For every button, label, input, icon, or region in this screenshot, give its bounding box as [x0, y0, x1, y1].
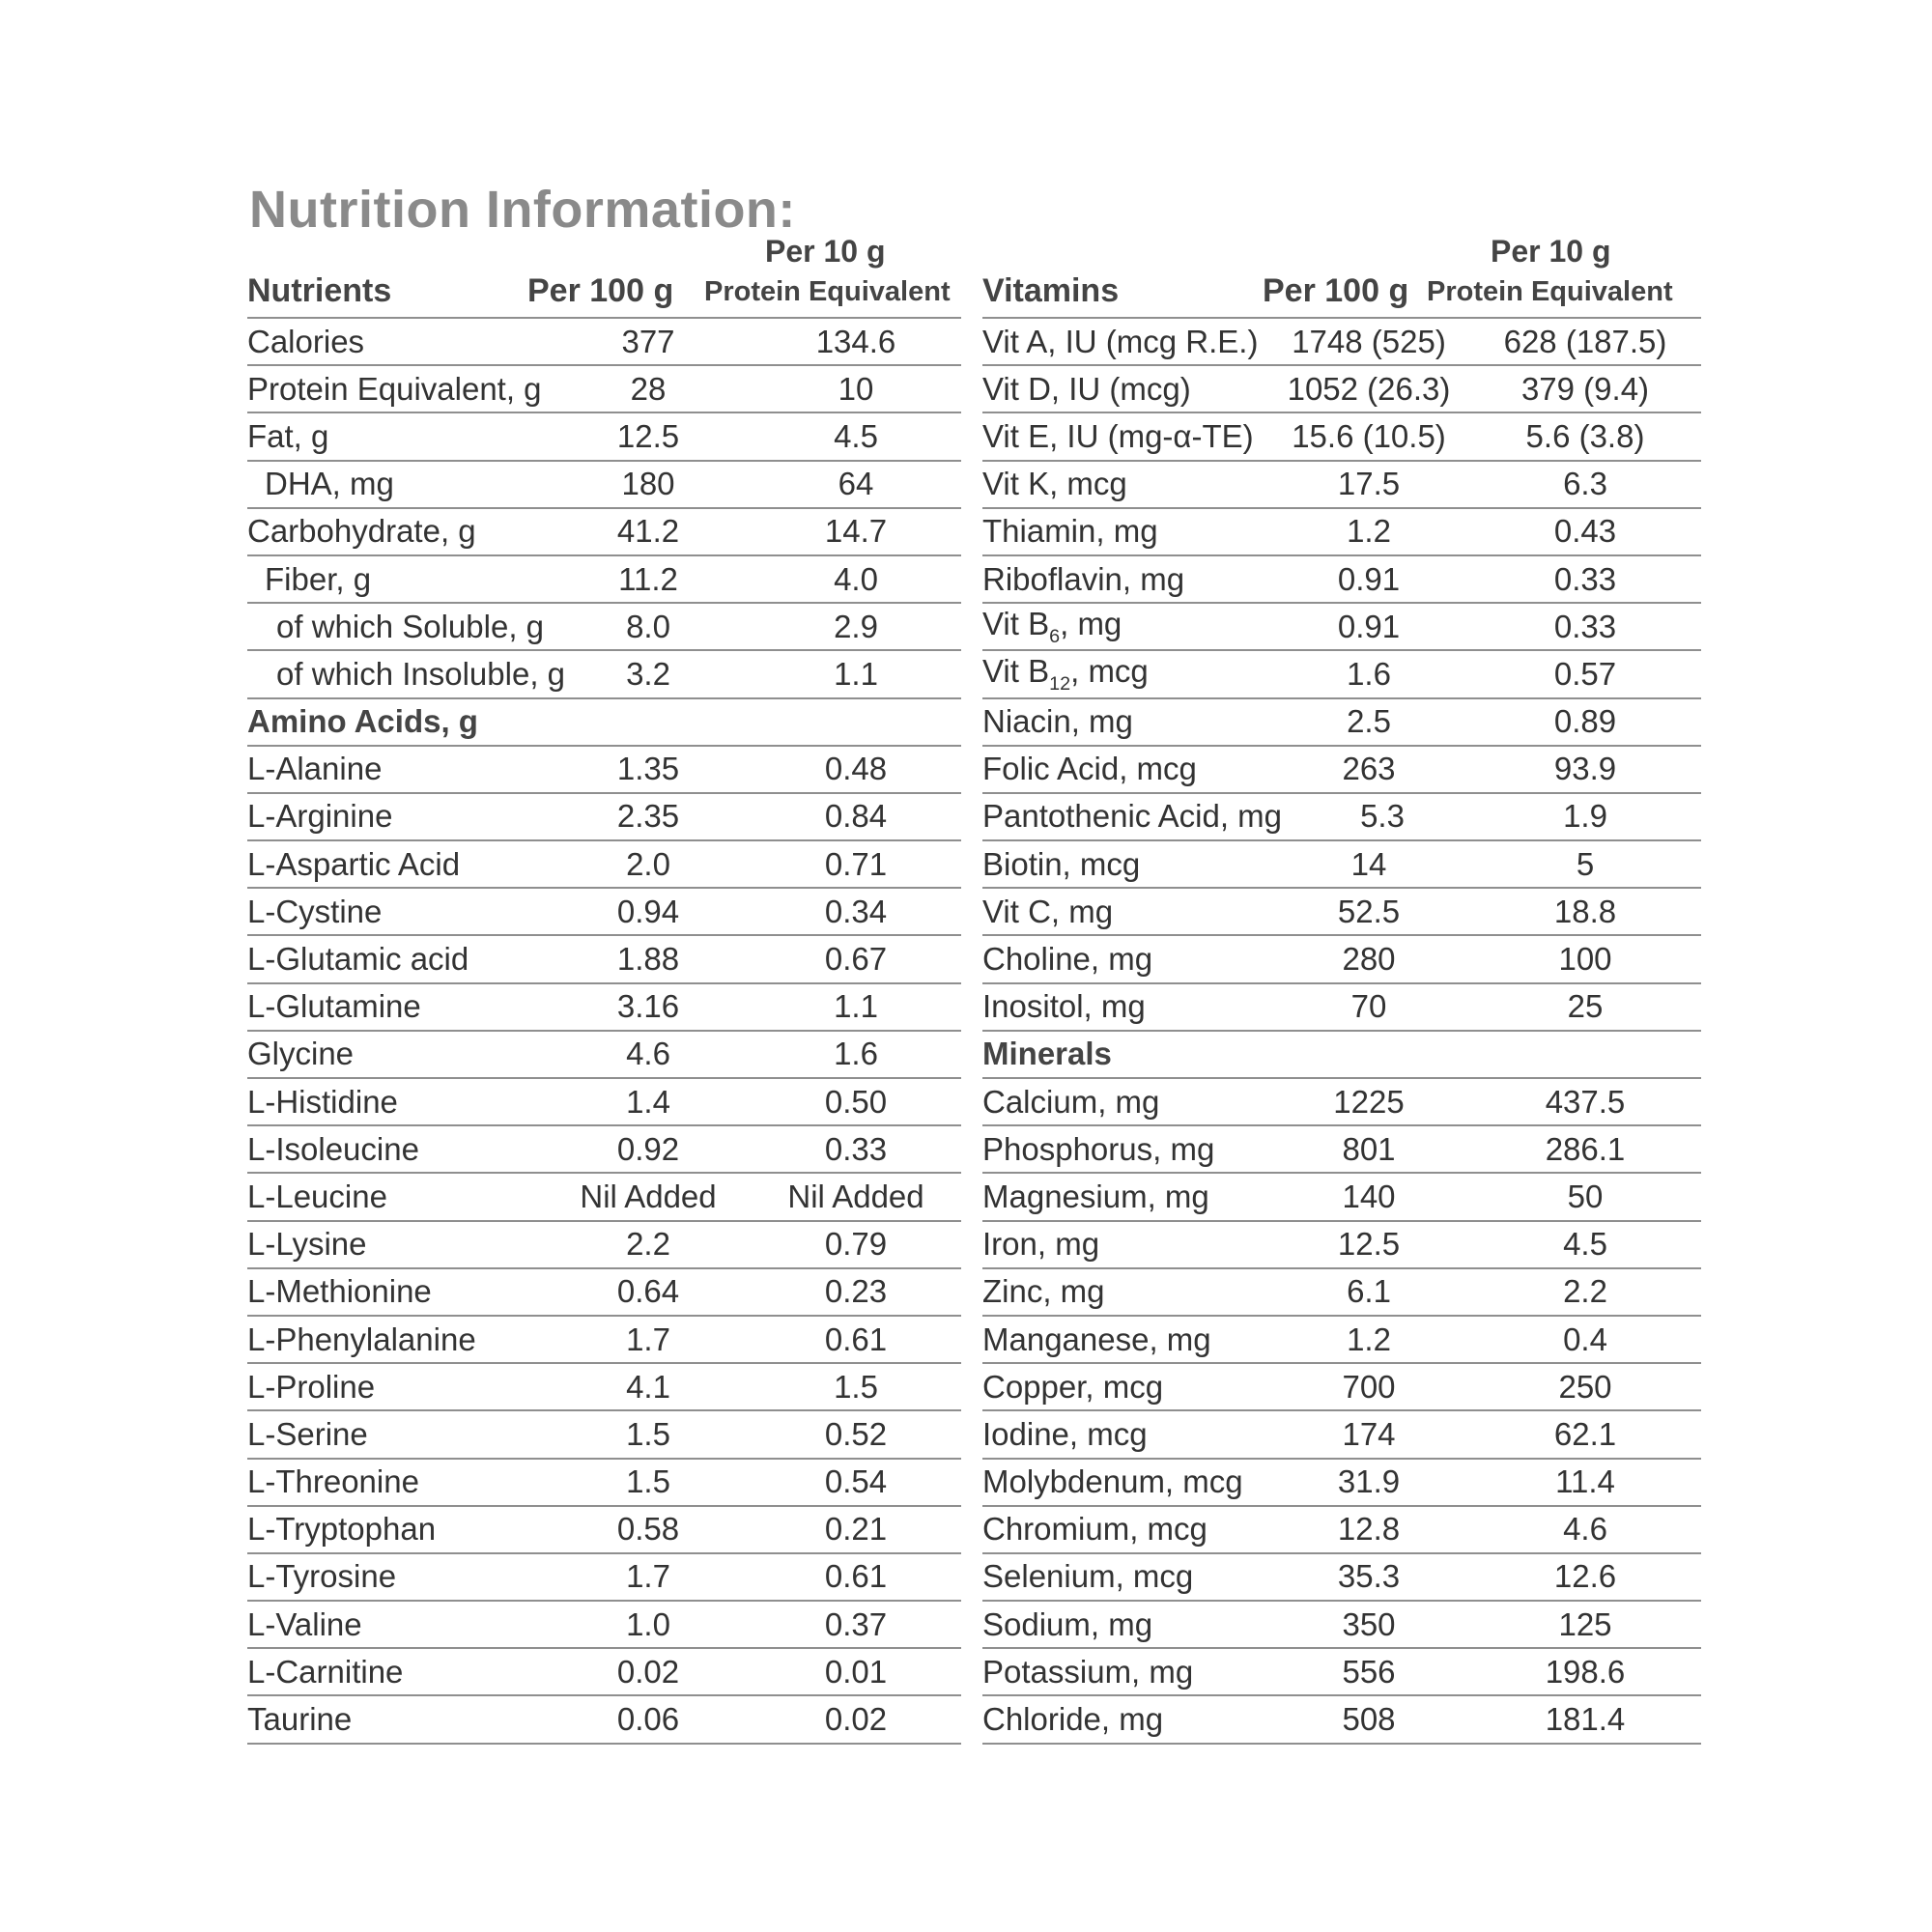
table-row: [982, 604, 1701, 651]
per-100g-value: 2.35: [616, 798, 680, 835]
nutrient-name: L-Serine: [247, 1415, 368, 1452]
per-100g-value: 1.35: [616, 751, 680, 787]
per-100g-value: 12.5: [616, 417, 680, 454]
per-100g-value: 1.0: [626, 1605, 670, 1642]
vitamin-name-unit: , mcg: [1070, 653, 1149, 690]
table-row: [247, 1079, 961, 1126]
nutrient-name: L-Threonine: [247, 1463, 419, 1500]
nutrient-name: L-Valine: [247, 1605, 362, 1642]
table-row: [982, 794, 1701, 841]
per-100g-value: 1225: [1333, 1083, 1405, 1120]
table-row: [247, 1222, 961, 1269]
per-10g-value: 0.89: [1553, 703, 1617, 740]
table-row: [247, 413, 961, 461]
per-10g-value: 379 (9.4): [1520, 370, 1650, 407]
per-100g-value: 6.1: [1347, 1273, 1391, 1310]
table-row: [247, 1696, 961, 1744]
table-row: [247, 984, 961, 1032]
per-10g-value: 0.34: [824, 893, 888, 929]
nutrient-name: Glycine: [247, 1036, 355, 1072]
nutrient-name: L-Carnitine: [247, 1653, 404, 1690]
per-100g-value: 2.5: [1347, 703, 1391, 740]
table-row: [982, 462, 1701, 509]
per-100g-value: 180: [621, 466, 675, 502]
per-10g-value: 134.6: [815, 323, 896, 359]
per-10g-value: Nil Added: [787, 1178, 924, 1214]
per-100g-value: 1.6: [1347, 655, 1391, 692]
table-row: [982, 1602, 1701, 1649]
nutrient-name: Chromium, mcg: [982, 1511, 1208, 1548]
header-nutrients: Nutrients: [247, 272, 392, 309]
per-100g-value: 263: [1342, 751, 1396, 787]
per-100g-value: 12.8: [1337, 1511, 1401, 1548]
vitamin-subscript: 12: [1049, 672, 1071, 695]
nutrient-name: L-Arginine: [247, 798, 393, 835]
per-10g-value: 0.37: [824, 1605, 888, 1642]
per-10g-value: 0.4: [1563, 1321, 1607, 1357]
table-row: [247, 1269, 961, 1317]
per-100g-value: 70: [1350, 988, 1387, 1025]
table-row: [982, 1554, 1701, 1602]
vitamin-subscript: 6: [1049, 625, 1061, 647]
nutrient-name: Vit E, IU (mg-α-TE): [982, 417, 1254, 454]
header-per-10g: Per 10 g: [1491, 234, 1611, 269]
per-10g-value: 11.4: [1555, 1463, 1615, 1500]
table-row: [982, 1174, 1701, 1221]
section-heading: Amino Acids, g: [247, 703, 478, 740]
table-row: [982, 1649, 1701, 1696]
per-10g-value: 0.21: [824, 1511, 888, 1548]
per-100g-value: 11.2: [618, 560, 678, 597]
nutrient-name: Pantothenic Acid, mg: [982, 798, 1283, 835]
per-10g-value: 628 (187.5): [1503, 323, 1667, 359]
per-10g-value: 2.9: [834, 608, 878, 644]
nutrient-name: L-Isoleucine: [247, 1130, 419, 1167]
per-100g-value: 556: [1342, 1653, 1396, 1690]
table-row: [982, 747, 1701, 794]
per-100g-value: 1748 (525): [1292, 323, 1446, 359]
nutrient-name: Folic Acid, mcg: [982, 751, 1197, 787]
per-10g-value: 0.02: [824, 1701, 888, 1738]
nutrient-name: of which Insoluble, g: [276, 655, 566, 692]
per-10g-value: 5.6 (3.8): [1525, 417, 1645, 454]
table-row: [982, 889, 1701, 936]
table-row: [247, 1126, 961, 1174]
per-10g-value: 1.6: [834, 1036, 878, 1072]
per-100g-value: Nil Added: [580, 1178, 717, 1214]
per-100g-value: 2.0: [626, 845, 670, 882]
section-heading: Minerals: [982, 1036, 1112, 1072]
table-row: [247, 1174, 961, 1221]
per-100g-value: 0.02: [616, 1653, 680, 1690]
per-10g-value: 25: [1567, 988, 1604, 1025]
table-row: [247, 1649, 961, 1696]
per-100g-value: 2.2: [626, 1226, 670, 1263]
per-100g-value: 1.2: [1347, 1321, 1391, 1357]
per-100g-value: 1.4: [626, 1083, 670, 1120]
nutrient-name: Riboflavin, mg: [982, 560, 1185, 597]
per-10g-value: 437.5: [1545, 1083, 1626, 1120]
table-row: [982, 366, 1701, 413]
table-row: [247, 1411, 961, 1459]
per-100g-value: 17.5: [1337, 466, 1401, 502]
per-100g-value: 801: [1342, 1130, 1396, 1167]
per-10g-value: 4.5: [1563, 1226, 1607, 1263]
nutrient-name: L-Phenylalanine: [247, 1321, 476, 1357]
nutrient-name: Vit A, IU (mcg R.E.): [982, 323, 1259, 359]
per-10g-value: 0.61: [824, 1558, 888, 1595]
nutrient-name: L-Lysine: [247, 1226, 367, 1263]
per-100g-value: 1.5: [626, 1463, 670, 1500]
table-row: [982, 1364, 1701, 1411]
table-row: [247, 1364, 961, 1411]
nutrient-name: Carbohydrate, g: [247, 513, 476, 550]
table-row: [247, 889, 961, 936]
per-10g-value: 50: [1567, 1178, 1604, 1214]
per-100g-value: 1.88: [616, 941, 680, 978]
per-100g-value: 35.3: [1337, 1558, 1401, 1595]
table-row: [247, 604, 961, 651]
nutrient-name: Thiamin, mg: [982, 513, 1158, 550]
table-row: [982, 413, 1701, 461]
table-row: [982, 556, 1701, 604]
per-10g-value: 0.33: [1553, 608, 1617, 644]
vitamin-name-prefix: Vit B: [982, 653, 1050, 690]
vitamin-name-prefix: Vit B: [982, 605, 1050, 641]
per-10g-value: 0.57: [1553, 655, 1617, 692]
per-10g-value: 0.54: [824, 1463, 888, 1500]
per-100g-value: 700: [1342, 1368, 1396, 1405]
per-100g-value: 31.9: [1337, 1463, 1401, 1500]
section-row-minerals: [982, 1032, 1701, 1079]
per-10g-value: 0.48: [824, 751, 888, 787]
per-10g-value: 0.61: [824, 1321, 888, 1357]
per-100g-value: 0.58: [616, 1511, 680, 1548]
nutrient-name: L-Methionine: [247, 1273, 432, 1310]
per-100g-value: 8.0: [626, 608, 670, 644]
nutrient-name: Taurine: [247, 1701, 353, 1738]
table-row: [982, 1317, 1701, 1364]
nutrient-name: Biotin, mcg: [982, 845, 1141, 882]
per-10g-value: 100: [1558, 941, 1612, 978]
nutrients-table-header: [247, 232, 961, 319]
table-row: [247, 1554, 961, 1602]
nutrient-name: DHA, mg: [265, 466, 394, 502]
per-10g-value: 1.1: [834, 988, 878, 1025]
header-protein-equivalent: Protein Equivalent: [1427, 276, 1673, 307]
table-row: [247, 1032, 961, 1079]
table-row: [247, 1460, 961, 1507]
nutrient-name: [982, 653, 1149, 696]
per-100g-value: 0.91: [1337, 560, 1401, 597]
nutrient-name: Zinc, mg: [982, 1273, 1105, 1310]
per-100g-value: 5.3: [1360, 798, 1405, 835]
per-100g-value: 4.6: [626, 1036, 670, 1072]
header-vitamins: Vitamins: [982, 272, 1120, 309]
per-100g-value: 0.94: [616, 893, 680, 929]
nutrient-name: L-Leucine: [247, 1178, 387, 1214]
per-10g-value: 1.1: [834, 655, 878, 692]
per-10g-value: 4.5: [834, 417, 878, 454]
table-row: [247, 509, 961, 556]
nutrient-name: Vit K, mcg: [982, 466, 1127, 502]
per-100g-value: 350: [1342, 1605, 1396, 1642]
per-100g-value: 14: [1350, 845, 1387, 882]
header-per-10g: Per 10 g: [765, 234, 886, 269]
vitamins-minerals-table: [982, 232, 1701, 1745]
per-10g-value: 62.1: [1553, 1415, 1617, 1452]
table-row: [982, 841, 1701, 889]
page-title: Nutrition Information:: [249, 181, 796, 239]
per-10g-value: 18.8: [1553, 893, 1617, 929]
header-per-100g: Per 100 g: [527, 272, 674, 309]
nutrient-name: Fiber, g: [265, 560, 372, 597]
per-100g-value: 3.16: [616, 988, 680, 1025]
table-row: [982, 1079, 1701, 1126]
per-100g-value: 15.6 (10.5): [1292, 417, 1446, 454]
per-10g-value: 14.7: [824, 513, 888, 550]
per-10g-value: 6.3: [1563, 466, 1607, 502]
nutrients-table: [247, 232, 961, 1745]
per-100g-value: 174: [1342, 1415, 1396, 1452]
header-per-100g: Per 100 g: [1263, 272, 1409, 309]
nutrient-name: Copper, mcg: [982, 1368, 1164, 1405]
nutrient-name: Iodine, mcg: [982, 1415, 1148, 1452]
nutrient-name: Calcium, mg: [982, 1083, 1160, 1120]
table-row: [247, 936, 961, 983]
table-row: [982, 1126, 1701, 1174]
table-row: [247, 841, 961, 889]
table-row: [247, 1602, 961, 1649]
nutrient-name: Inositol, mg: [982, 988, 1146, 1025]
table-row: [982, 1507, 1701, 1554]
table-row: [247, 1317, 961, 1364]
nutrient-name: Vit C, mg: [982, 893, 1114, 929]
per-10g-value: 181.4: [1545, 1701, 1626, 1738]
nutrient-name: Niacin, mg: [982, 703, 1133, 740]
nutrient-name: Phosphorus, mg: [982, 1130, 1215, 1167]
nutrient-name: L-Proline: [247, 1368, 376, 1405]
per-10g-value: 0.84: [824, 798, 888, 835]
table-row: [982, 651, 1701, 698]
table-row: [982, 1222, 1701, 1269]
nutrient-name: L-Tyrosine: [247, 1558, 397, 1595]
per-10g-value: 0.23: [824, 1273, 888, 1310]
nutrient-name: Chloride, mg: [982, 1701, 1164, 1738]
table-row: [982, 1696, 1701, 1744]
table-row: [982, 1269, 1701, 1317]
table-row: [982, 699, 1701, 747]
table-row: [247, 556, 961, 604]
per-100g-value: 377: [621, 323, 675, 359]
nutrient-name: Magnesium, mg: [982, 1178, 1209, 1214]
per-10g-value: 198.6: [1545, 1653, 1626, 1690]
per-10g-value: 1.5: [834, 1368, 878, 1405]
nutrient-name: [982, 606, 1122, 648]
per-100g-value: 1.5: [626, 1415, 670, 1452]
per-10g-value: 286.1: [1545, 1130, 1626, 1167]
table-row: [247, 319, 961, 366]
nutrient-name: Choline, mg: [982, 941, 1153, 978]
nutrient-name: Manganese, mg: [982, 1321, 1211, 1357]
table-row: [247, 462, 961, 509]
table-row: [247, 747, 961, 794]
per-100g-value: 12.5: [1337, 1226, 1401, 1263]
nutrient-name: L-Glutamine: [247, 988, 421, 1025]
nutrient-name: Sodium, mg: [982, 1605, 1153, 1642]
per-10g-value: 0.67: [824, 941, 888, 978]
nutrient-name: L-Glutamic acid: [247, 941, 469, 978]
per-10g-value: 10: [838, 370, 874, 407]
nutrient-name: Iron, mg: [982, 1226, 1100, 1263]
nutrient-name: L-Histidine: [247, 1083, 398, 1120]
header-protein-equivalent: Protein Equivalent: [704, 276, 951, 307]
nutrient-name: Potassium, mg: [982, 1653, 1194, 1690]
per-100g-value: 1.7: [626, 1321, 670, 1357]
per-10g-value: 0.50: [824, 1083, 888, 1120]
per-10g-value: 4.0: [834, 560, 878, 597]
table-row: [982, 319, 1701, 366]
nutrient-name: L-Alanine: [247, 751, 383, 787]
per-100g-value: 0.06: [616, 1701, 680, 1738]
table-row: [247, 1507, 961, 1554]
per-100g-value: 140: [1342, 1178, 1396, 1214]
per-10g-value: 250: [1558, 1368, 1612, 1405]
per-10g-value: 12.6: [1553, 1558, 1617, 1595]
per-100g-value: 41.2: [616, 513, 680, 550]
nutrient-name: Protein Equivalent, g: [247, 370, 542, 407]
per-10g-value: 64: [838, 466, 874, 502]
vitamin-name-unit: , mg: [1060, 605, 1122, 641]
per-10g-value: 2.2: [1563, 1273, 1607, 1310]
per-100g-value: 1.2: [1347, 513, 1391, 550]
table-row: [982, 1411, 1701, 1459]
table-row: [247, 651, 961, 698]
per-10g-value: 5: [1576, 845, 1595, 882]
per-100g-value: 0.92: [616, 1130, 680, 1167]
per-100g-value: 0.64: [616, 1273, 680, 1310]
per-100g-value: 52.5: [1337, 893, 1401, 929]
nutrient-name: Molybdenum, mcg: [982, 1463, 1243, 1500]
per-100g-value: 508: [1342, 1701, 1396, 1738]
per-10g-value: 125: [1558, 1605, 1612, 1642]
per-100g-value: 280: [1342, 941, 1396, 978]
per-100g-value: 1052 (26.3): [1287, 370, 1451, 407]
per-10g-value: 0.79: [824, 1226, 888, 1263]
nutrient-name: L-Cystine: [247, 893, 383, 929]
nutrient-name: L-Tryptophan: [247, 1511, 437, 1548]
per-10g-value: 0.43: [1553, 513, 1617, 550]
per-100g-value: 0.91: [1337, 608, 1401, 644]
per-100g-value: 1.7: [626, 1558, 670, 1595]
vitamins-table-header: [982, 232, 1701, 319]
nutrient-name: L-Aspartic Acid: [247, 845, 461, 882]
nutrient-name: Selenium, mcg: [982, 1558, 1194, 1595]
per-10g-value: 4.6: [1563, 1511, 1607, 1548]
per-10g-value: 0.71: [824, 845, 888, 882]
per-10g-value: 0.01: [824, 1653, 888, 1690]
per-10g-value: 0.33: [1553, 560, 1617, 597]
per-10g-value: 0.52: [824, 1415, 888, 1452]
per-10g-value: 93.9: [1553, 751, 1617, 787]
table-row: [982, 936, 1701, 983]
nutrient-name: Vit D, IU (mcg): [982, 370, 1191, 407]
per-100g-value: 4.1: [626, 1368, 670, 1405]
per-10g-value: 0.33: [824, 1130, 888, 1167]
per-100g-value: 3.2: [626, 655, 670, 692]
per-10g-value: 1.9: [1563, 798, 1607, 835]
table-row: [982, 1460, 1701, 1507]
table-row: [982, 509, 1701, 556]
table-row: [247, 366, 961, 413]
nutrient-name: of which Soluble, g: [276, 608, 545, 644]
section-row-amino-acids: [247, 699, 961, 747]
nutrient-name: Fat, g: [247, 417, 329, 454]
nutrient-name: Calories: [247, 323, 365, 359]
table-row: [982, 984, 1701, 1032]
per-100g-value: 28: [630, 370, 667, 407]
table-row: [247, 794, 961, 841]
